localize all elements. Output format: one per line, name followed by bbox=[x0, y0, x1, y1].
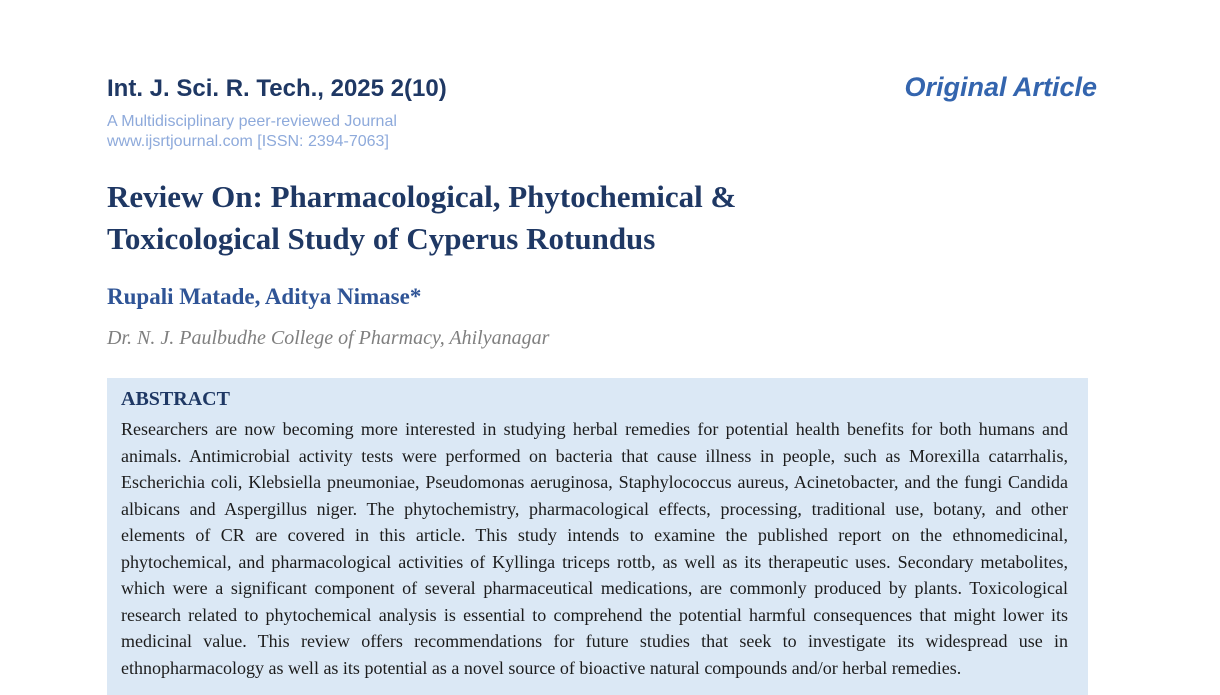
journal-name: Int. J. Sci. R. Tech., 2025 2(10) bbox=[107, 75, 447, 102]
journal-subtitle: A Multidisciplinary peer-reviewed Journal bbox=[107, 113, 397, 130]
article-title-line-1: Review On: Pharmacological, Phytochemical & bbox=[107, 179, 737, 214]
abstract-heading: ABSTRACT bbox=[121, 388, 230, 410]
journal-website-issn: www.ijsrtjournal.com [ISSN: 2394-7063] bbox=[107, 133, 389, 150]
article-title-line-2: Toxicological Study of Cyperus Rotundus bbox=[107, 221, 656, 256]
abstract-section bbox=[107, 378, 1088, 695]
abstract-body: Researchers are now becoming more interested in studying herbal remedies for potential health benefits for both humans and animals. Antimicrobial activity tests were performed on bacteria that cause illness in people, such as Morexilla catarrhalis, Escherichia coli, Klebsiella pneumoniae, Pseudomonas aeruginosa, Staphylococcus aureus, Acinetobacter, and the fungi Candida albicans and Aspergillus niger. The phytochemistry, pharmacological effects, processing, traditional use, botany, and other elements of CR are covered in this article. This study intends to examine the published report on the ethnomedicinal, phytochemical, and pharmacological activities of Kyllinga triceps rottb, as well as its therapeutic uses. Secondary metabolites, which were a significant component of several pharmaceutical medications, are commonly produced by plants. Toxicological research related to phytochemical analysis is essential to comprehend the potential harmful consequences that might lower its medicinal value. This review offers recommendations for future studies that seek to investigate its widespread use in ethnopharmacology as well as its potential as a novel source of bioactive natural compounds and/or herbal remedies. bbox=[121, 419, 1068, 678]
article-type-label: Original Article bbox=[904, 72, 1097, 102]
article-authors: Rupali Matade, Aditya Nimase* bbox=[107, 284, 422, 309]
journal-masthead bbox=[107, 74, 447, 152]
article-affiliation: Dr. N. J. Paulbudhe College of Pharmacy, Ahilyanagar bbox=[107, 327, 550, 349]
article-title bbox=[107, 176, 736, 260]
